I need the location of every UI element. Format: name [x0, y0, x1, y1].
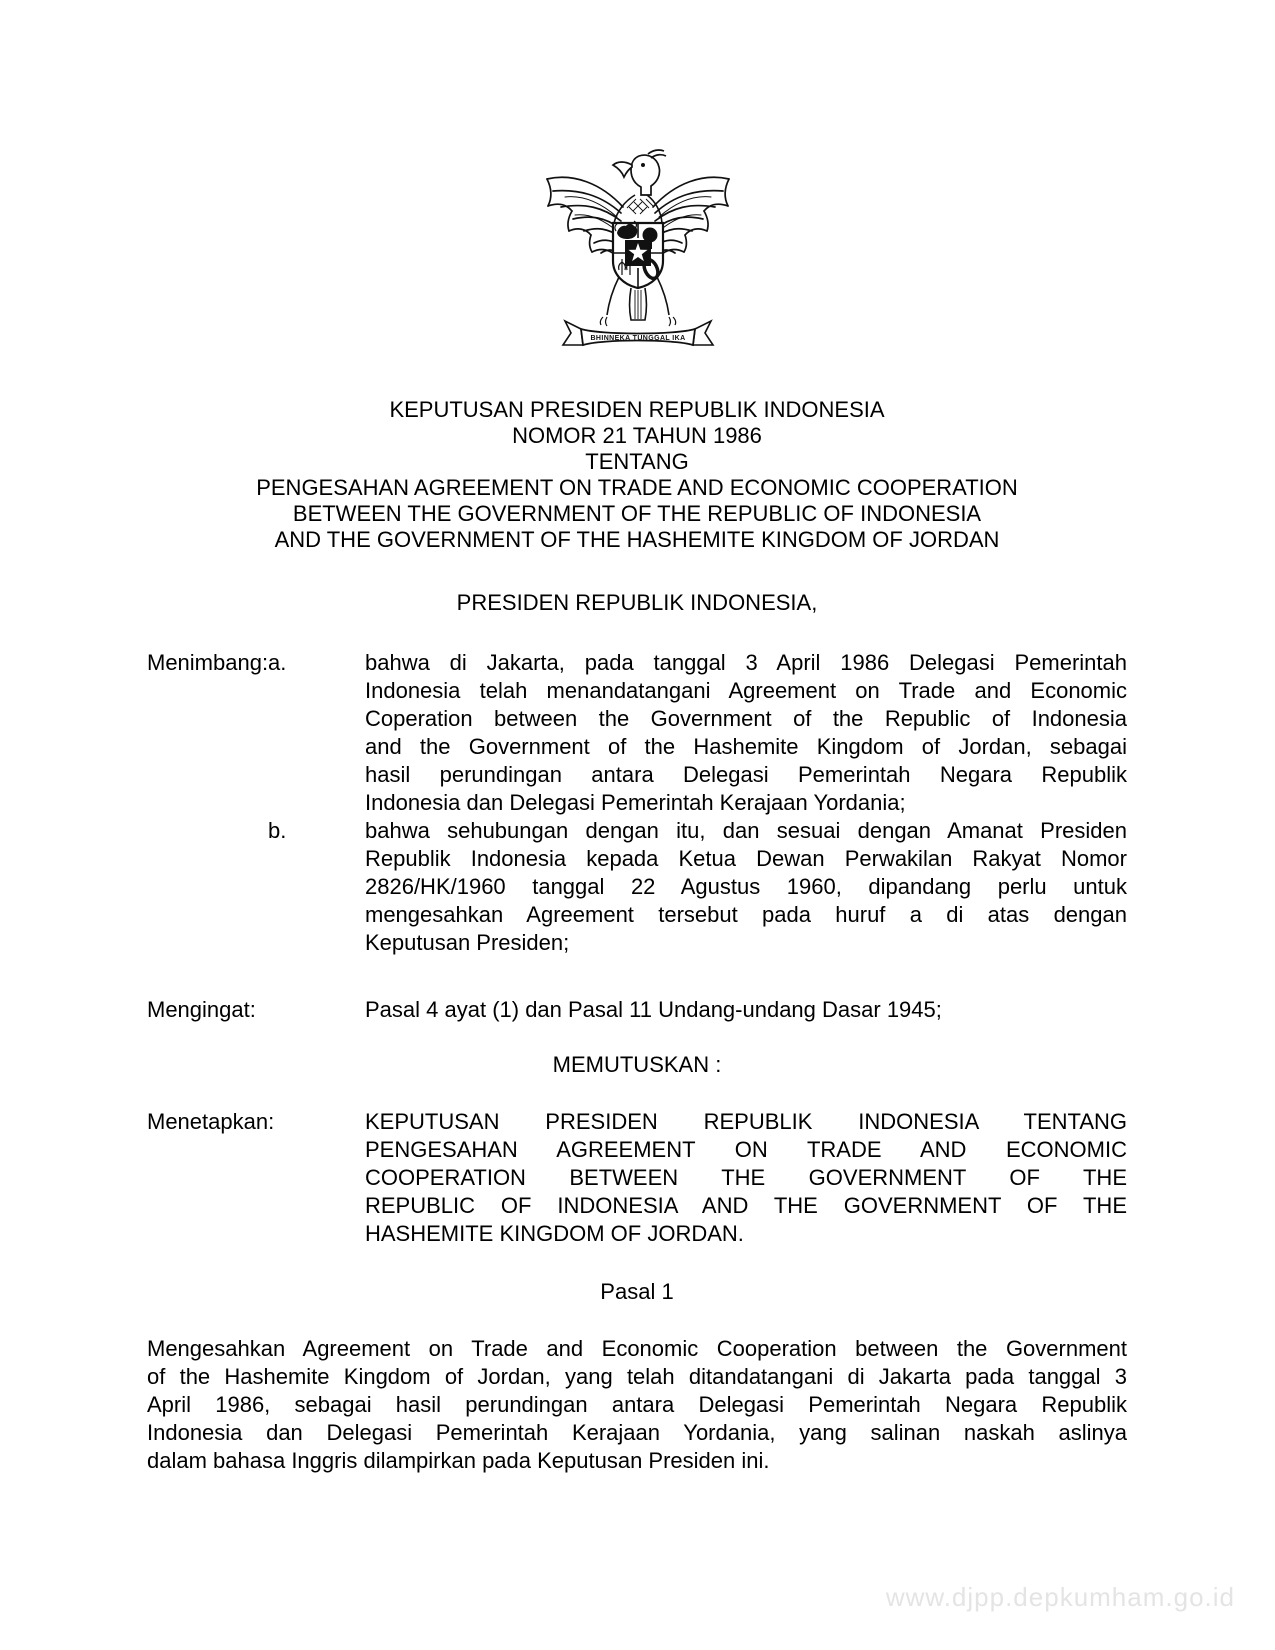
text-line: of the Hashemite Kingdom of Jordan, yang telah ditandatangani di Jakarta pada tanggal 3 [147, 1364, 1127, 1389]
eagle-body [614, 195, 662, 223]
text-line: PENGESAHAN AGREEMENT ON TRADE AND ECONOMIC [365, 1137, 1127, 1162]
considering-section [147, 649, 1127, 957]
considering-item-a [268, 649, 1127, 817]
text-line: hasil perundingan antara Delegasi Pemerintah Negara Republik [365, 762, 1127, 787]
item-marker-a: a. [268, 650, 287, 675]
text-line: KEPUTUSAN PRESIDEN REPUBLIK INDONESIA [389, 397, 885, 422]
text-line: Mengesahkan Agreement on Trade and Economic Cooperation between the Government [147, 1336, 1127, 1361]
text-line: bahwa sehubungan dengan itu, dan sesuai dengan Amanat Presiden [365, 818, 1127, 843]
item-text-b [365, 817, 1127, 957]
text-line: 2826/HK/1960 tanggal 22 Agustus 1960, dipandang perlu untuk [365, 874, 1127, 899]
article-1-body [147, 1335, 1127, 1475]
recalling-label: Mengingat: [147, 997, 256, 1022]
text-line: REPUBLIC OF INDONESIA AND THE GOVERNMENT OF THE [365, 1193, 1127, 1218]
decision-heading: MEMUTUSKAN : [552, 1052, 722, 1077]
recalling-section [147, 996, 1127, 1024]
decree-title [147, 397, 1127, 553]
enacting-section [147, 1108, 1127, 1248]
enacting-label: Menetapkan: [147, 1109, 275, 1134]
item-text-a [365, 649, 1127, 817]
wing-right-icon [653, 177, 729, 266]
text-line: Indonesia telah menandatangani Agreement on Trade and Economic [365, 678, 1127, 703]
text-line: BETWEEN THE GOVERNMENT OF THE REPUBLIC OF INDONESIA [292, 501, 982, 526]
text-line: PENGESAHAN AGREEMENT ON TRADE AND ECONOMIC COOPERATION [256, 475, 1018, 500]
item-marker-b: b. [268, 818, 287, 843]
considering-item-b [268, 817, 1127, 957]
text-line: Republik Indonesia kepada Ketua Dewan Perwakilan Rakyat Nomor [365, 846, 1127, 871]
issuer-heading: PRESIDEN REPUBLIK INDONESIA, [456, 590, 818, 615]
text-line: AND THE GOVERNMENT OF THE HASHEMITE KINGDOM OF JORDAN [274, 527, 1000, 552]
garuda-emblem-graphic [542, 149, 734, 349]
pancasila-shield-icon [613, 221, 663, 288]
motto-text: BHINNEKA TUNGGAL IKA [590, 335, 686, 342]
enacting-text [365, 1108, 1127, 1248]
wing-left-icon [547, 177, 623, 266]
text-line: KEPUTUSAN PRESIDEN REPUBLIK INDONESIA TENTANG [365, 1109, 1127, 1134]
recalling-text: Pasal 4 ayat (1) dan Pasal 11 Undang-undang Dasar 1945; [365, 997, 942, 1022]
watermark: www.djpp.depkumham.go.id [885, 1582, 1235, 1612]
text-line: NOMOR 21 TAHUN 1986 [512, 423, 762, 448]
motto-ribbon [563, 321, 713, 345]
considering-label: Menimbang: [147, 650, 269, 675]
text-line: Coperation between the Government of the Republic of Indonesia [365, 706, 1127, 731]
text-line: dalam bahasa Inggris dilampirkan pada Keputusan Presiden ini. [147, 1448, 770, 1473]
text-line: Indonesia dan Delegasi Pemerintah Kerajaan Yordania, yang salinan naskah aslinya [147, 1420, 1127, 1445]
text-line: Keputusan Presiden; [365, 930, 570, 955]
eagle-head-icon [613, 150, 666, 195]
text-line: HASHEMITE KINGDOM OF JORDAN. [365, 1221, 744, 1246]
text-line: COOPERATION BETWEEN THE GOVERNMENT OF THE [365, 1165, 1127, 1190]
considering-items [268, 649, 1127, 957]
garuda-pancasila-emblem [542, 149, 734, 349]
text-line: bahwa di Jakarta, pada tanggal 3 April 1986 Delegasi Pemerintah [365, 650, 1127, 675]
text-line: TENTANG [585, 449, 689, 474]
text-line: mengesahkan Agreement tersebut pada huruf a di atas dengan [365, 902, 1127, 927]
article-1-heading: Pasal 1 [600, 1279, 674, 1304]
text-line: April 1986, sebagai hasil perundingan antara Delegasi Pemerintah Negara Republik [147, 1392, 1127, 1417]
text-line: Indonesia dan Delegasi Pemerintah Kerajaan Yordania; [365, 790, 906, 815]
text-line: and the Government of the Hashemite Kingdom of Jordan, sebagai [365, 734, 1127, 759]
